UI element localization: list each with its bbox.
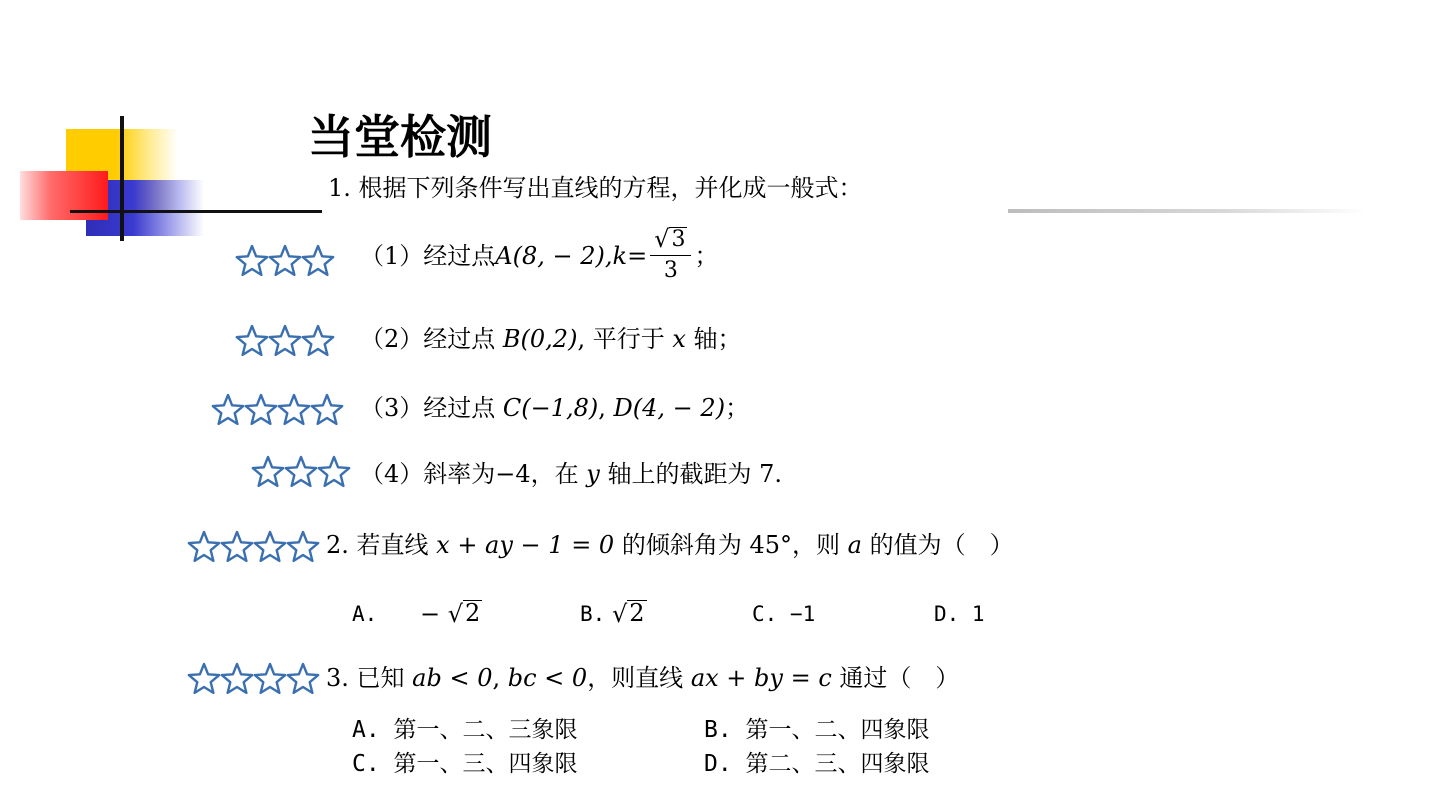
star-outline-icon <box>234 244 270 278</box>
q1-part3 <box>360 396 749 420</box>
star-outline-icon <box>300 324 336 358</box>
q2-stem <box>326 533 1014 557</box>
q3-equation: ax + by = c <box>690 664 832 692</box>
q2-option-d: D. 1 <box>934 602 985 626</box>
q2-mid: 的倾斜角为 45°，则 <box>614 531 848 559</box>
star-outline-icon <box>210 393 246 427</box>
star-outline-icon <box>276 393 312 427</box>
decor-horizontal-line <box>70 210 322 213</box>
star-outline-icon <box>300 244 336 278</box>
q1-p1-eq: = <box>627 242 648 270</box>
q2-stars <box>186 530 321 564</box>
q3-stem <box>326 666 959 690</box>
q1-p3-prefix: （3）经过点 <box>360 394 503 422</box>
q1-p3-point1: C(−1,8) <box>502 394 599 422</box>
star-outline-icon <box>283 455 319 489</box>
q2-option-a-label: A. <box>352 602 378 626</box>
q1-p1-k: k <box>612 242 628 270</box>
q2-equation: x + ay − 1 = 0 <box>436 531 615 559</box>
q1-p2-mid: , 平行于 <box>577 325 673 353</box>
q1-p3-stars <box>210 393 345 427</box>
q1-p4-var: y <box>586 460 600 488</box>
star-outline-icon <box>250 455 286 489</box>
q1-stem: 1. 根据下列条件写出直线的方程，并化成一般式： <box>328 174 863 202</box>
decor-fade-line <box>1008 209 1368 213</box>
q2-option-b-val: 2 <box>629 599 645 627</box>
star-outline-icon <box>252 662 288 696</box>
q3-cond2: bc < 0 <box>507 664 588 692</box>
star-outline-icon <box>309 393 345 427</box>
q2-option-a-val: 2 <box>465 599 481 627</box>
star-outline-icon <box>234 324 270 358</box>
q2-option-a-sign: − <box>420 600 441 629</box>
q3-option-a: A. 第一、二、三象限 <box>352 717 578 743</box>
star-outline-icon <box>285 662 321 696</box>
q1-p4-suffix: 轴上的截距为 7. <box>599 460 782 488</box>
q1-p4-prefix: （4）斜率为−4，在 <box>360 460 587 488</box>
q1-p1-stars <box>234 244 336 278</box>
q2-var: a <box>847 531 862 559</box>
q3-stars <box>186 662 321 696</box>
star-outline-icon <box>186 530 222 564</box>
star-outline-icon <box>267 324 303 358</box>
star-outline-icon <box>186 662 222 696</box>
q3-suffix: 通过（ ） <box>831 664 960 692</box>
q1-p2-stars <box>234 324 336 358</box>
q1-p2-prefix: （2）经过点 <box>360 325 503 353</box>
q1-part4 <box>360 462 782 486</box>
star-outline-icon <box>219 530 255 564</box>
q2-option-b-label: B. <box>580 602 606 626</box>
q1-p3-point2: D(4, − 2) <box>613 394 726 422</box>
q1-p1-den: 3 <box>663 258 678 284</box>
q1-p2-point: B(0,2) <box>502 325 578 353</box>
star-outline-icon <box>285 530 321 564</box>
q1-p1-suffix: ； <box>694 242 719 270</box>
q3-sep: , <box>492 664 508 692</box>
q2-suffix: 的值为（ ） <box>861 531 1014 559</box>
star-outline-icon <box>267 244 303 278</box>
q1-part2 <box>360 327 742 351</box>
q3-prefix: 3. 已知 <box>326 664 413 692</box>
q3-option-b: B. 第一、二、四象限 <box>704 717 930 743</box>
slide-title: 当堂检测 <box>308 110 492 164</box>
q1-p1-point: A(8, − 2), <box>495 242 613 270</box>
q2-option-c: C. −1 <box>752 602 816 626</box>
star-outline-icon <box>252 530 288 564</box>
q3-option-c: C. 第一、三、四象限 <box>352 751 578 777</box>
star-outline-icon <box>316 455 352 489</box>
q3-option-d: D. 第二、三、四象限 <box>704 751 930 777</box>
q3-mid: ，则直线 <box>587 664 691 692</box>
q2-option-a: − √ 2 <box>420 599 481 629</box>
q1-p4-stars <box>250 455 352 489</box>
q2-option-b: √ 2 <box>612 599 645 629</box>
q1-p1-prefix: （1）经过点 <box>360 242 496 270</box>
decor-vertical-line <box>120 116 124 241</box>
star-outline-icon <box>243 393 279 427</box>
q1-p2-suffix: 轴； <box>685 325 742 353</box>
q1-part1 <box>360 226 718 286</box>
q1-p1-num: 3 <box>671 227 686 253</box>
q3-cond1: ab < 0 <box>412 664 493 692</box>
q1-p3-sep: , <box>598 394 614 422</box>
q2-prefix: 2. 若直线 <box>326 531 437 559</box>
star-outline-icon <box>219 662 255 696</box>
q1-p1-fraction: √ 3 3 <box>650 227 691 285</box>
q1-p2-var: x <box>672 325 686 353</box>
q1-p3-suffix: ； <box>725 394 750 422</box>
